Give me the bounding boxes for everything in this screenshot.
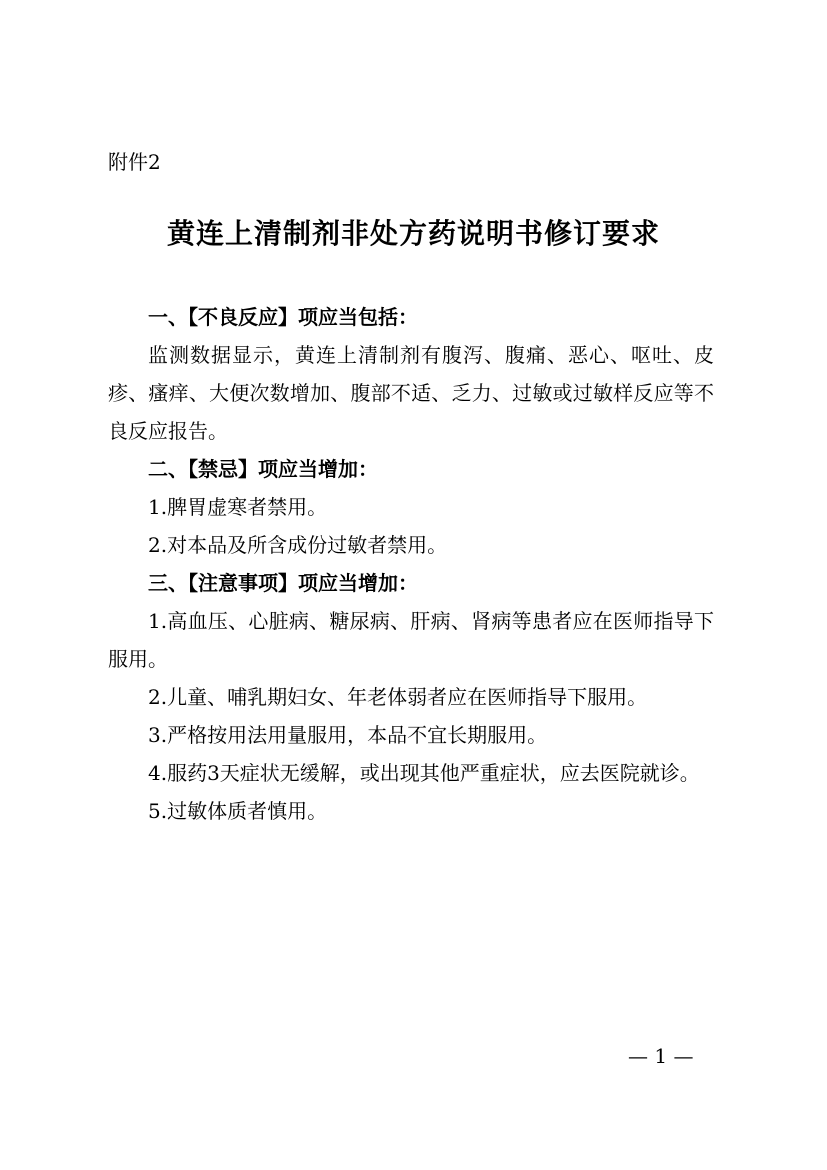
attachment-label: 附件2 [108,150,161,174]
section-2-heading: 二、【禁忌】项应当增加： [148,457,378,481]
section-3-heading: 三、【注意事项】项应当增加： [148,571,418,595]
document-title: 黄连上清制剂非处方药说明书修订要求 [166,217,660,250]
document-body [108,298,714,830]
section-2-item: 1.脾胃虚寒者禁用。 [148,495,328,519]
section-1-heading: 一、【不良反应】项应当包括： [148,305,418,329]
section-3-item: 4.服药3天症状无缓解，或出现其他严重症状，应去医院就诊。 [148,761,700,785]
section-3-item: 3.严格按用法用量服用，本品不宜长期服用。 [148,723,548,747]
section-1-text: 监测数据显示，黄连上清制剂有腹泻、腹痛、恶心、呕吐、皮疹、瘙痒、大便次数增加、腹部不适、乏力、过敏或过敏样反应等不良反应报告。 [108,343,714,443]
section-3-item: 2.儿童、哺乳期妇女、年老体弱者应在医师指导下服用。 [148,685,648,709]
section-2-item: 2.对本品及所含成份过敏者禁用。 [148,533,448,557]
section-3-item: 1.高血压、心脏病、糖尿病、肝病、肾病等患者应在医师指导下服用。 [108,609,714,671]
page-number: — 1 — [628,1044,694,1068]
section-3-item: 5.过敏体质者慎用。 [148,799,328,823]
